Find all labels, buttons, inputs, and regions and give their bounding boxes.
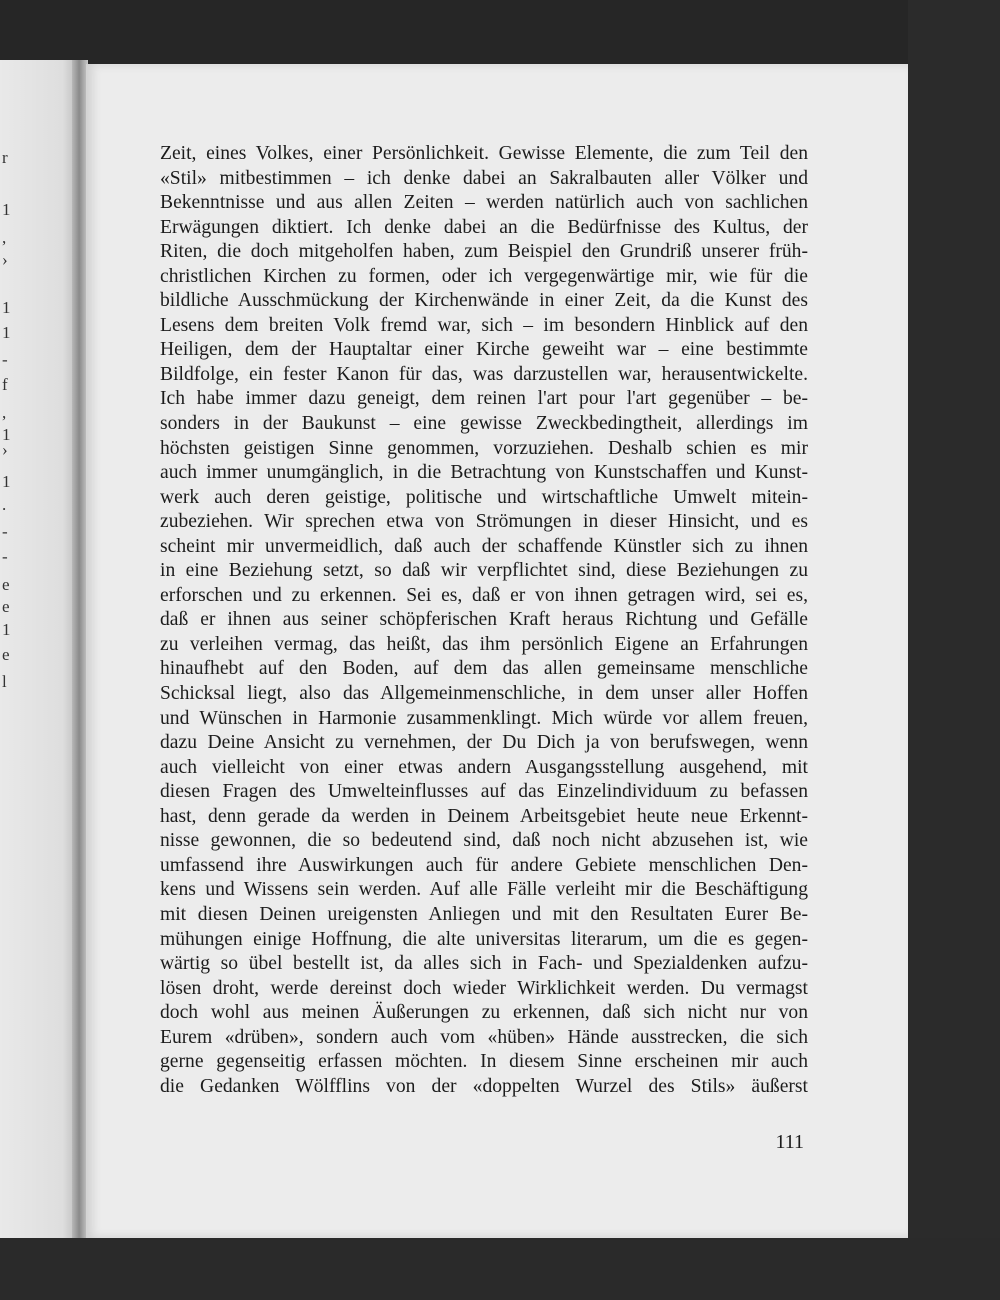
text-line: Erwägungen diktiert. Ich denke dabei an die Bedürfnisse des Kultus, der [160,216,808,238]
text-line: umfassend ihre Auswirkungen auch für andere Gebiete menschlichen Den- [160,854,808,876]
facing-page-fragment: r [2,148,8,167]
facing-page-fragment: - [2,547,8,566]
facing-page-fragment: e [2,645,10,664]
facing-page-fragment: 1 [2,298,11,317]
facing-page-fragment: f [2,375,8,394]
text-line: hast, denn gerade da werden in Deinem Arbeitsgebiet heute neue Erkennt- [160,805,808,827]
text-line: auch vielleicht von einer etwas andern Ausgangsstellung ausgehend, mit [160,756,808,778]
facing-page-fragment: , [2,228,7,247]
facing-page-fragment: 1 [2,620,11,639]
text-line: Zeit, eines Volkes, einer Persönlichkeit. Gewisse Elemente, die zum Teil den [160,143,808,164]
text-line: werk auch deren geistige, politische und wirtschaftliche Umwelt mitein- [160,486,808,508]
text-line: erforschen und zu erkennen. Sei es, daß er von ihnen getragen wird, sei es, [160,584,808,606]
text-line: «Stil» mitbestimmen – ich denke dabei an Sakralbauten aller Völker und [160,167,808,189]
facing-page-fragment: - [2,350,8,369]
text-line: sonders in der Baukunst – eine gewisse Zweckbedingtheit, allerdings im [160,413,808,435]
text-line: in eine Beziehung setzt, so daß wir verpflichtet sind, diese Beziehungen zu [160,560,808,582]
text-line: Bekenntnisse und aus allen Zeiten – werden natürlich auch von sachlichen [160,192,808,214]
text-line: zu verleihen vermag, das heißt, das ihm persönlich Eigene an Erfahrungen [160,633,808,655]
facing-page-fragment: . [2,495,7,514]
facing-page-fragment: 1 [2,200,11,219]
facing-page-fragment: 1 [2,472,11,491]
text-line: höchsten geistigen Sinne genommen, vorzuziehen. Deshalb schien es mir [160,437,808,459]
text-line: lösen droht, werde dereinst doch wieder Wirklichkeit werden. Du vermagst [160,977,808,999]
facing-page-fragment: › [2,250,8,269]
facing-page-fragment: e [2,597,10,616]
text-line: zubeziehen. Wir sprechen etwa von Strömungen in dieser Hinsicht, und es [160,511,808,533]
facing-page-fragment: l [2,672,7,691]
facing-page-fragment: , [2,403,7,422]
text-line: Ich habe immer dazu geneigt, dem reinen l'art pour l'art gegenüber – be- [160,388,808,410]
text-line: Bildfolge, ein fester Kanon für das, was darzustellen war, herausentwickelte. [160,363,808,385]
text-line: doch wohl aus meinen Äußerungen zu erkennen, daß sich nicht nur von [160,1002,808,1024]
text-line: Riten, die doch mitgeholfen haben, zum Beispiel den Grundriß unserer früh- [160,241,808,263]
scan-background-right [908,0,1000,1300]
scan-background-bottom [0,1238,1000,1300]
text-line: diesen Fragen des Umwelteinflusses auf das Einzelindividuum zu befassen [160,781,808,803]
text-line: mit diesen Deinen ureigensten Anliegen und mit den Resultaten Eurer Be- [160,903,808,925]
facing-page-fragment: - [2,522,8,541]
text-line: die Gedanken Wölfflins von der «doppelten Wurzel des Stils» äußerst [160,1075,808,1097]
body-text [160,142,808,1099]
text-line: wärtig so übel bestellt ist, da alles sich in Fach- und Spezialdenken aufzu- [160,953,808,975]
text-line: Schicksal liegt, also das Allgemeinmenschliche, in dem unser aller Hoffen [160,683,808,705]
text-line: Heiligen, dem der Hauptaltar einer Kirche geweiht war – eine bestimmte [160,339,808,361]
text-line: und Wünschen in Harmonie zusammenklingt. Mich würde vor allem freuen, [160,707,808,729]
text-line: bildliche Ausschmückung der Kirchenwände in einer Zeit, da die Kunst des [160,290,808,312]
text-line: christlichen Kirchen zu formen, oder ich vergegenwärtige mir, wie für die [160,265,808,287]
text-line: hinaufhebt auf den Boden, auf dem das allen gemeinsame menschliche [160,658,808,680]
text-line: nisse gewonnen, die so bedeutend sind, daß noch nicht abzusehen ist, wie [160,830,808,852]
text-line: mühungen einige Hoffnung, die alte universitas literarum, um die es gegen- [160,928,808,950]
facing-page-fragment: 1 [2,323,11,342]
text-line: Lesens dem breiten Volk fremd war, sich – im besondern Hinblick auf den [160,314,808,336]
text-line: scheint mir unvermeidlich, daß auch der schaffende Künstler sich zu ihnen [160,535,808,557]
text-line: kens und Wissens sein werden. Auf alle Fälle verleiht mir die Beschäftigung [160,879,808,901]
facing-page-fragment: › [2,440,8,459]
text-line: gerne gegenseitig erfassen möchten. In diesem Sinne erscheinen mir auch [160,1051,808,1073]
facing-page-edge [0,60,78,1238]
scan-background-top [0,0,1000,65]
text-line: dazu Deine Ansicht zu vernehmen, der Du Dich ja von berufswegen, wenn [160,732,808,754]
facing-page-fragment: e [2,575,10,594]
page-number: 111 [775,1131,804,1153]
text-line: Eurem «drüben», sondern auch vom «hüben» Hände ausstrecken, die sich [160,1026,808,1048]
text-line: daß er ihnen aus seiner schöpferischen Kraft heraus Richtung und Gefälle [160,609,808,631]
text-line: auch immer unumgänglich, in die Betrachtung von Kunstschaffen und Kunst- [160,462,808,484]
facing-page-fragment: 1 [2,425,11,444]
